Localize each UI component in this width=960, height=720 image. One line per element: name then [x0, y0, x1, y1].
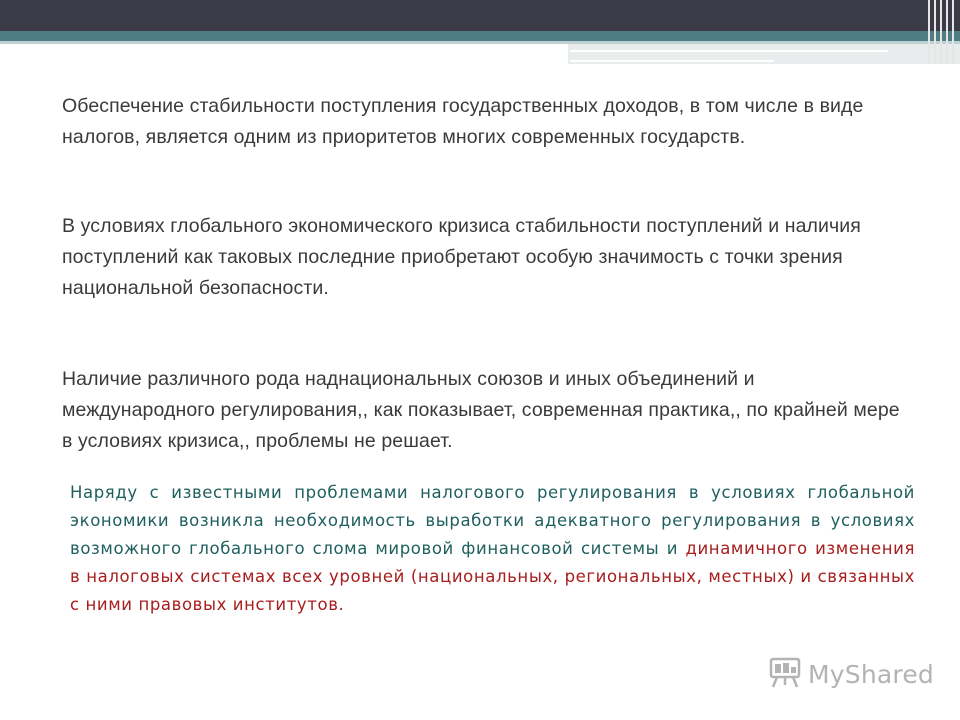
- paragraph-supranational-unions: Наличие различного рода наднациональных союзов и иных объединений и международного регулирования,, как показывает, современная практика,, по крайней мере в условиях кризиса,, проблемы не решает.: [62, 368, 900, 452]
- header-white-line: [570, 50, 888, 52]
- myshared-logo-text: MyShared: [808, 659, 934, 689]
- header-dark-band: [0, 0, 960, 31]
- paragraph-global-crisis: В условиях глобального экономического кризиса стабильности поступлений и наличия поступлений как таковых последние приобретают особую значимость с точки зрения национальной безопасности.: [62, 215, 861, 299]
- header-white-line-short: [570, 60, 774, 62]
- paragraph-tax-regulation: [70, 479, 915, 619]
- myshared-watermark: [768, 656, 934, 692]
- paragraph-tax-regulation-highlight: динамичного изменения в налоговых системах всех уровней (национальных, региональных, местных) и связанных с ними правовых институтов.: [70, 539, 915, 614]
- header-teal-band: [0, 31, 960, 41]
- paragraph-revenue-stability: Обеспечение стабильности поступления государственных доходов, в том числе в виде налогов, является одним из приоритетов многих современных государств.: [62, 95, 864, 148]
- paragraph-tax-regulation-start: Наряду с известными проблемами налогового регулирования в условиях глобальной экономики возникла необходимость выработки адекватного регулирования в условиях возможного глобального слома мировой финансовой системы и: [70, 483, 915, 558]
- presentation-board-icon: [768, 655, 802, 694]
- header-decor-stripes: [926, 0, 960, 64]
